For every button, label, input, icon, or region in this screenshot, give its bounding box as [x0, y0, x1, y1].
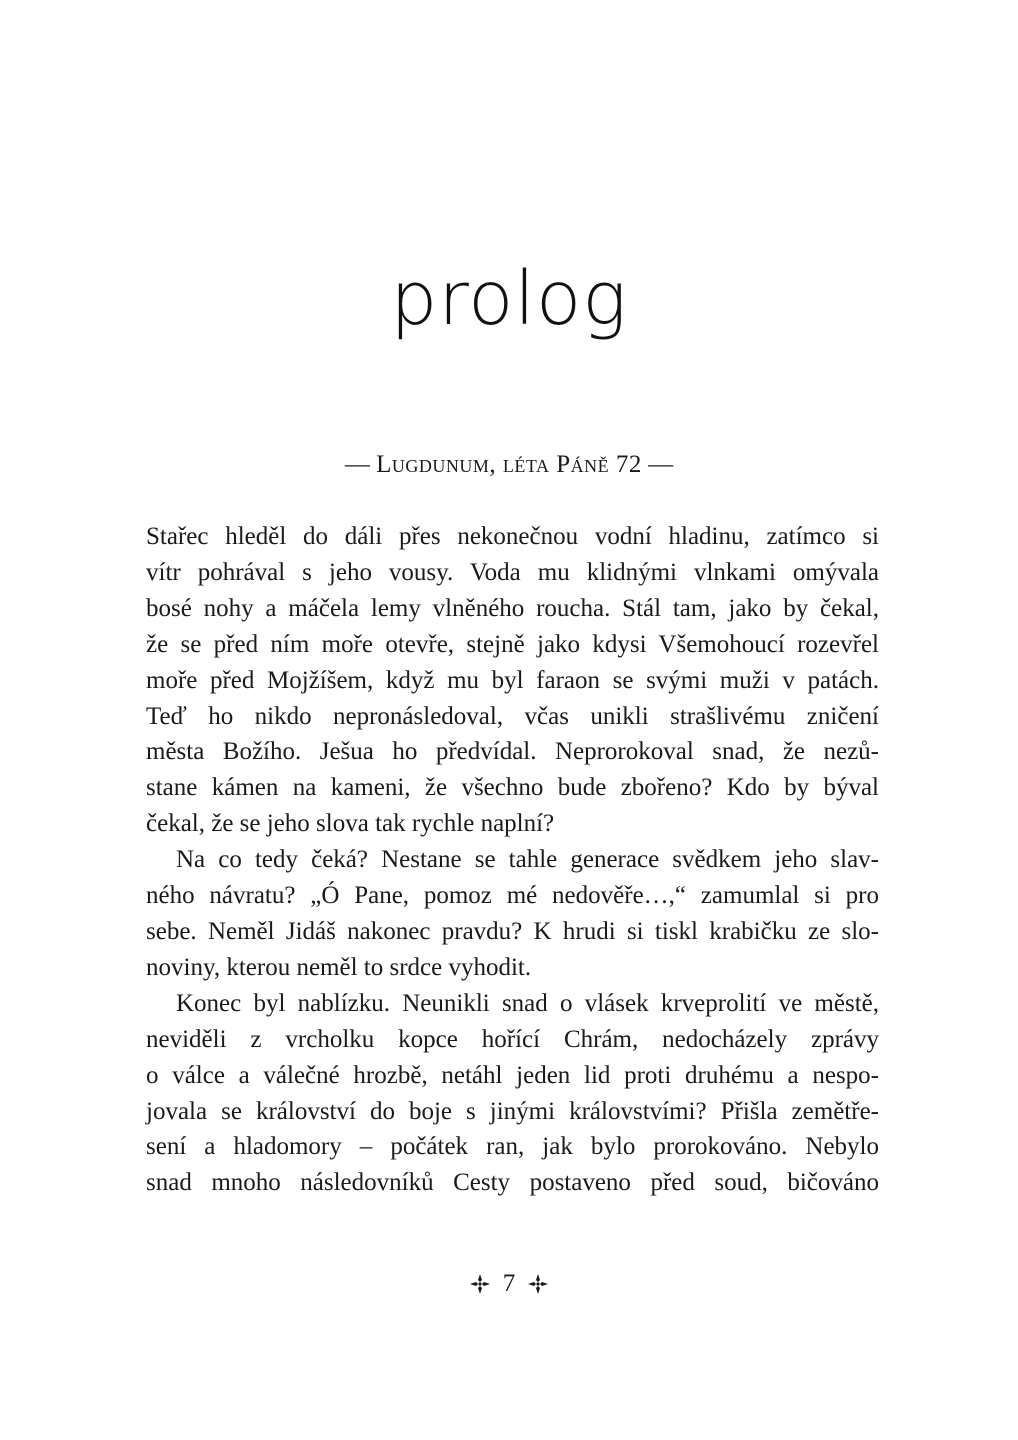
chapter-place-date — [0, 450, 1018, 480]
place-dash-left: — — [344, 451, 377, 478]
text-line: vítr pohrával s jeho vousy. Voda mu klidnými vlnkami omývala — [146, 558, 879, 586]
page-footer — [0, 1268, 1018, 1299]
text-line: sebe. Neměl Jidáš nakonec pravdu? K hrudi si tiskl krabičku ze slo- — [146, 917, 879, 945]
text-line: stane kámen na kameni, že všechno bude zbořeno? Kdo by býval — [146, 774, 879, 802]
page-number: 7 — [502, 1270, 516, 1298]
paragraph-2 — [146, 842, 879, 986]
paragraph-3 — [146, 986, 879, 1201]
place-name: Lugdunum, léta Páně 72 — [376, 451, 642, 478]
text-line: moře před Mojžíšem, když mu byl faraon se svými muži v patách. — [146, 666, 879, 694]
text-line: noviny, kterou neměl to srdce vyhodit. — [146, 953, 532, 981]
text-line: že se před ním moře otevře, stejně jako kdysi Všemohoucí rozevřel — [146, 630, 879, 658]
text-line: Stařec hleděl do dáli přes nekonečnou vodní hladinu, zatímco si — [146, 523, 879, 550]
text-line: neviděli z vrcholku kopce hořící Chrám, nedocházely zprávy — [146, 1025, 879, 1053]
text-line: bosé nohy a máčela lemy vlněného roucha. Stál tam, jako by čekal, — [146, 594, 879, 622]
text-line: Teď ho nikdo nepronásledoval, včas unikli strašlivému zničení — [146, 702, 879, 730]
fleuron-right-icon — [527, 1273, 549, 1295]
place-dash-right: — — [641, 451, 674, 478]
text-line: čekal, že se jeho slova tak rychle naplní? — [146, 810, 555, 838]
text-line: Na co tedy čeká? Nestane se tahle generace svědkem jeho slav- — [176, 846, 879, 874]
fleuron-left-icon — [469, 1273, 491, 1295]
text-line: Konec byl nablízku. Neunikli snad o vlásek krveprolití ve městě, — [176, 989, 879, 1017]
text-line: ného návratu? „Ó Pane, pomoz mé nedověře…,“ zamumlal si pro — [146, 882, 879, 910]
paragraph-1 — [146, 519, 879, 842]
text-line: snad mnoho následovníků Cesty postaveno před soud, bičováno — [146, 1169, 879, 1197]
text-line: sení a hladomory – počátek ran, jak bylo prorokováno. Nebylo — [146, 1133, 879, 1161]
text-line: jovala se království do boje s jinými královstvími? Přišla zemětře- — [146, 1097, 879, 1125]
text-line: o válce a válečné hrozbě, netáhl jeden lid proti druhému a nespo- — [146, 1061, 879, 1089]
chapter-title: prolog — [390, 256, 628, 342]
text-line: města Božího. Ješua ho předvídal. Neprorokoval snad, že nezů- — [146, 738, 879, 766]
body-text — [146, 519, 879, 1201]
